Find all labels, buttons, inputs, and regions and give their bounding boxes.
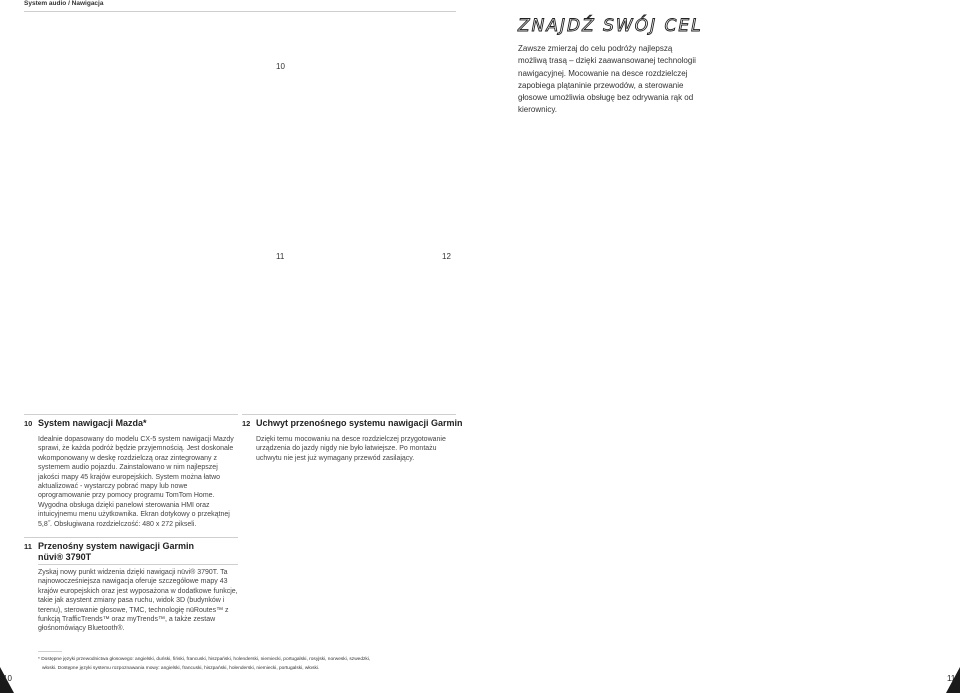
- hero-image-number: 10: [276, 62, 285, 71]
- page-number-left: 10: [3, 674, 12, 683]
- footnote-rule: [38, 651, 62, 652]
- section-11-rule: [24, 537, 238, 538]
- footnote-line-2: włoski. Dostępne języki systemu rozpoznawania mowy: angielski, francuski, hiszpański, holenderski, niemiecki, portugalski, włoski.: [42, 666, 320, 671]
- section-10-title: System nawigacji Mazda*: [38, 418, 147, 428]
- header-divider: [24, 11, 456, 12]
- section-11-title-model: nüvi® 3790T: [38, 552, 92, 562]
- headline: ZNAJDŹ SWÓJ CEL: [518, 16, 703, 36]
- section-11-title: Przenośny system nawigacji Garmin: [38, 541, 195, 551]
- section-12-title: Uchwyt przenośnego systemu nawigacji Garmin: [256, 418, 463, 428]
- image-number-12: 12: [442, 252, 451, 261]
- section-11-number: 11: [24, 542, 32, 551]
- section-10-text: Idealnie dopasowany do modelu CX-5 system nawigacji Mazdy sprawi, że każda podróż będzie przyjemnością. Jest doskonale wkomponowany w deskę rozdzielczą oraz zintegrowany z systemem audio pojazdu. Zainstalowano w nim najlepszej jakości mapy 45 krajów europejskich. System można łatwo aktualizować - wystarczy pobrać mapy lub nowe oprogramowanie przy pomocy programu TomTom Home. Wygodna obsługa dzięki panelowi sterowania HMI oraz intuicyjnemu menu użytkownika. Ekran dotykowy o przekątnej 5,8˝. Obsługiwana rozdzielczość: 480 x 272 pikseli.: [38, 436, 234, 528]
- intro-text: Zawsze zmierzaj do celu podróży najlepszą możliwą trasą – dzięki zaawansowanej technologii nawigacyjnej. Mocowanie na desce rozdzielczej zapobiega plątaninie przewodów, a sterowanie głosowe umożliwia obsługę bez odrywania rąk od kierownicy.: [518, 44, 696, 115]
- section-10-rule: [24, 414, 238, 415]
- section-header: System audio / Nawigacja: [24, 0, 104, 7]
- section-12-text: Dzięki temu mocowaniu na desce rozdzielczej przygotowanie urządzenia do jazdy nigdy nie było łatwiejsze. Po montażu uchwytu nie jest już wymagany przewód zasilający.: [256, 436, 446, 462]
- section-12-rule: [242, 414, 456, 415]
- section-10-number: 10: [24, 419, 33, 428]
- section-11-subrule: [38, 564, 238, 565]
- section-12-number: 12: [242, 419, 251, 428]
- section-11-text: Zyskaj nowy punkt widzenia dzięki nawigacji nüvi® 3790T. Ta najnowocześniejsza nawigacja oferuje szczegółowe mapy 43 krajów europejskich oraz jest wyposażona w dodatkowe funkcje, takie jak asystent zmiany pasa ruchu, widok 3D (budynków i terenu), sterowanie głosowe, TMC, technologię nüRoutes™ z funkcją TrafficTrends™ oraz myTrends™, a także zestaw głośnomówiący Bluetooth®.: [38, 569, 238, 633]
- footnote-line-1: * Dostępne języki przewodnictwa głosowego: angielski, duński, fiński, francuski, hiszpański, holenderski, niemiecki, portugalski, rosyjski, norweski, szwedzki,: [38, 657, 371, 662]
- image-number-11: 11: [276, 252, 285, 261]
- page-number-right: 11: [947, 674, 956, 683]
